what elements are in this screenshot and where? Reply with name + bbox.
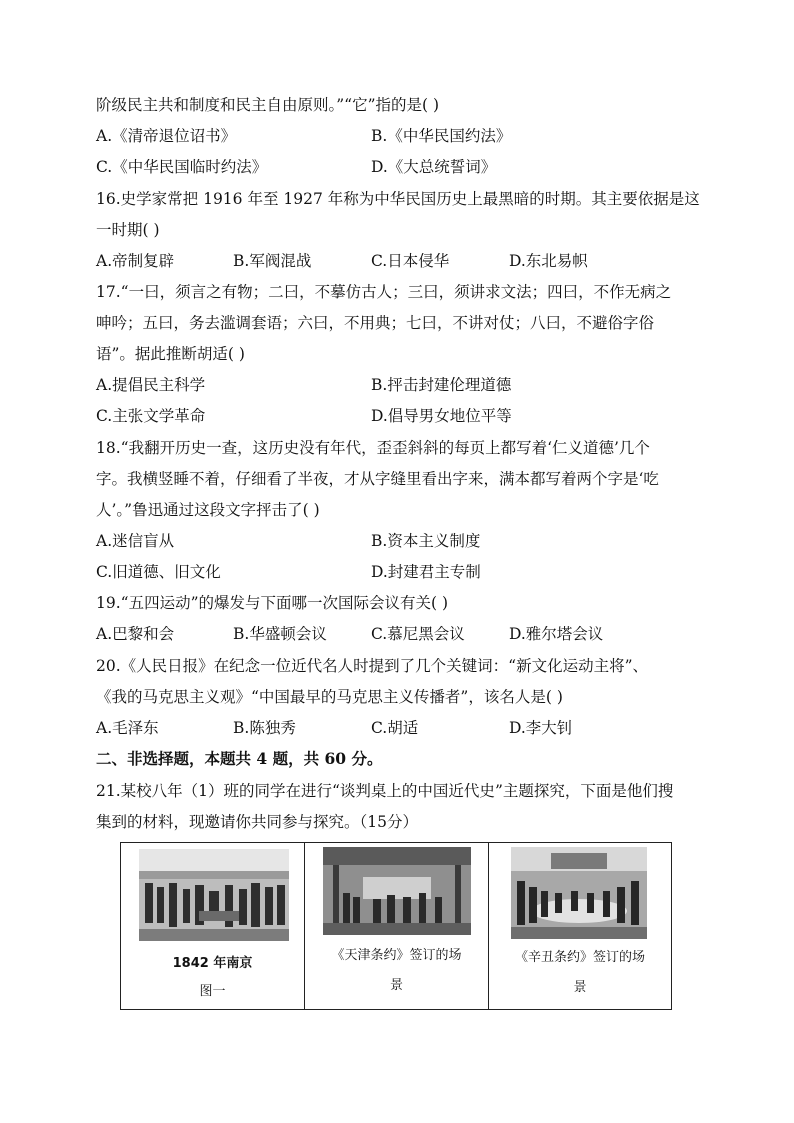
figure-3-caption-line1: 《辛丑条约》签订的场 — [514, 950, 645, 965]
q19-option-d: D.雅尔塔会议 — [509, 625, 604, 643]
q18-option-b: B.资本主义制度 — [371, 532, 481, 550]
q16-option-c: C.日本侵华 — [371, 252, 450, 270]
figure-2-caption-line1: 《天津条约》签订的场 — [331, 948, 462, 963]
q17-option-c: C.主张文学革命 — [96, 407, 206, 425]
q15-option-d: D.《大总统誓词》 — [371, 158, 497, 176]
tianjin-treaty-illustration — [323, 847, 471, 935]
q18-stem-line1: 18.“我翻开历史一查，这历史没有年代，歪歪斜斜的每页上都写着‘仁义道德’几个 — [96, 439, 650, 457]
q17-stem-line1: 17.“一曰，须言之有物；二曰，不摹仿古人；三曰，须讲求文法；四曰，不作无病之 — [96, 283, 672, 301]
q20-option-c: C.胡适 — [371, 719, 419, 737]
q16-option-d: D.东北易帜 — [509, 252, 588, 270]
q15-option-a: A.《清帝退位诏书》 — [96, 127, 237, 145]
q17-option-d: D.倡导男女地位平等 — [371, 407, 512, 425]
q15-option-b: B.《中华民国约法》 — [371, 127, 512, 145]
figure-3-caption-line2: 景 — [573, 980, 587, 995]
figure-cell-1 — [121, 843, 305, 1009]
section-2-heading: 二、非选择题，本题共 4 题，共 60 分。 — [96, 749, 383, 768]
q16-stem-line1: 16.史学家常把 1916 年至 1927 年称为中华民国历史上最黑暗的时期。其主要依据是这 — [96, 190, 700, 208]
q20-option-d: D.李大钊 — [509, 719, 573, 737]
figure-cell-3 — [489, 843, 671, 1009]
q19-stem: 19.“五四运动”的爆发与下面哪一次国际会议有关( ) — [96, 594, 449, 612]
material-image-table — [120, 842, 672, 1010]
q16-option-b: B.军阀混战 — [233, 252, 312, 270]
figure-cell-2 — [305, 843, 489, 1009]
figure-1-caption-line2: 图一 — [199, 984, 226, 999]
q15-stem-continuation: 阶级民主共和制度和民主自由原则。”“它”指的是( ) — [96, 96, 440, 114]
nanjing-treaty-photo — [139, 849, 289, 941]
q21-stem-line1: 21.某校八年（1）班的同学在进行“谈判桌上的中国近代史”主题探究，下面是他们搜 — [96, 782, 674, 800]
q21-stem-line2: 集到的材料，现邀请你共同参与探究。（15分） — [96, 813, 418, 831]
figure-2-caption-line2: 景 — [389, 978, 403, 993]
q18-option-a: A.迷信盲从 — [96, 532, 175, 550]
q18-stem-line2: 字。我横竖睡不着，仔细看了半夜，才从字缝里看出字来，满本都写着两个字是‘吃 — [96, 470, 659, 488]
q20-stem-line1: 20.《人民日报》在纪念一位近代名人时提到了几个关键词：“新文化运动主将”、 — [96, 657, 649, 675]
q20-stem-line2: 《我的马克思主义观》“中国最早的马克思主义传播者”，该名人是( ) — [96, 688, 563, 706]
q17-stem-line2: 呻吟；五曰，务去滥调套语；六曰，不用典；七曰，不讲对仗；八曰，不避俗字俗 — [96, 314, 655, 332]
figure-1-caption-line1: 1842 年南京 — [172, 956, 253, 971]
q18-stem-line3: 人’。”鲁迅通过这段文字抨击了( ) — [96, 501, 320, 519]
q15-option-c: C.《中华民国临时约法》 — [96, 158, 268, 176]
q17-option-b: B.抨击封建伦理道德 — [371, 376, 512, 394]
q16-stem-line2: 一时期( ) — [96, 221, 160, 239]
q19-option-c: C.慕尼黑会议 — [371, 625, 465, 643]
q19-option-b: B.华盛顿会议 — [233, 625, 327, 643]
q17-option-a: A.提倡民主科学 — [96, 376, 206, 394]
q17-stem-line3: 语”。据此推断胡适( ) — [96, 345, 245, 363]
xinchou-treaty-photo — [511, 847, 647, 939]
q19-option-a: A.巴黎和会 — [96, 625, 175, 643]
q18-option-c: C.旧道德、旧文化 — [96, 563, 221, 581]
q20-option-a: A.毛泽东 — [96, 719, 159, 737]
q18-option-d: D.封建君主专制 — [371, 563, 481, 581]
q16-option-a: A.帝制复辟 — [96, 252, 175, 270]
q20-option-b: B.陈独秀 — [233, 719, 296, 737]
